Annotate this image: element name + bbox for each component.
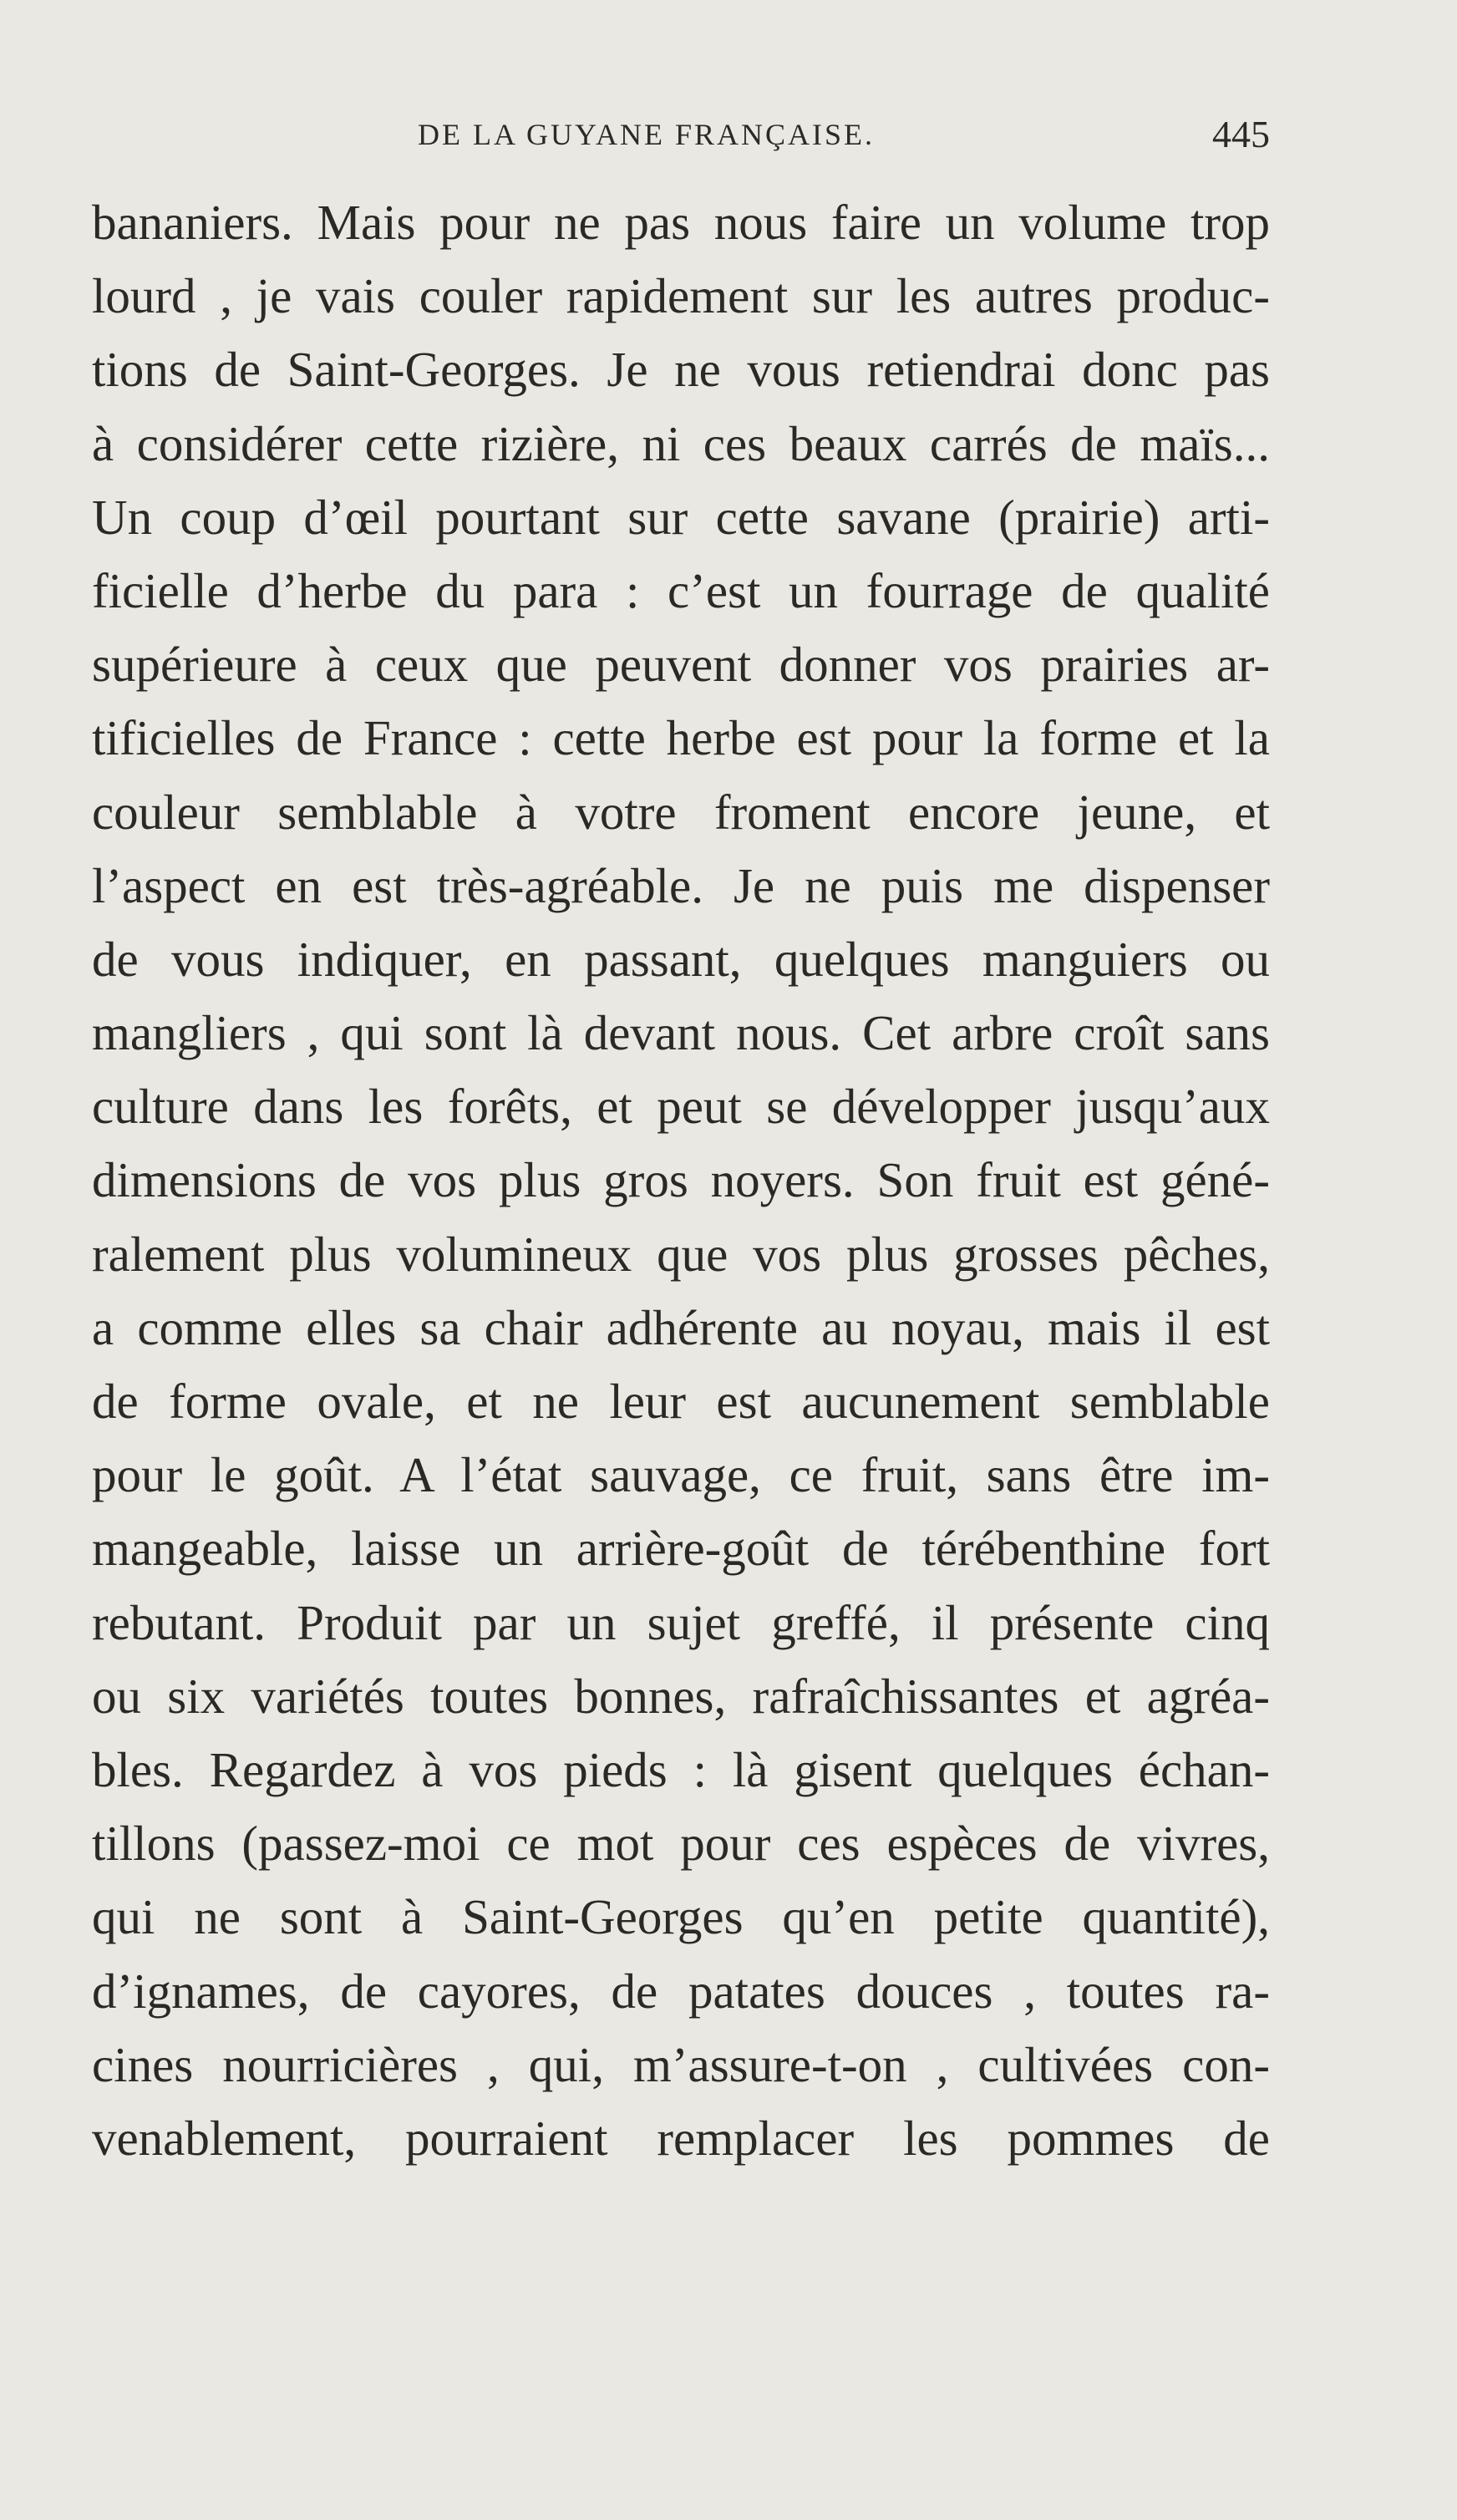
- text-line: venablement, pourraient remplacer les pommes de: [92, 2110, 1270, 2166]
- text-line: supérieure à ceux que peuvent donner vos prairies ar-: [92, 637, 1270, 693]
- text-line: de forme ovale, et ne leur est aucunement semblable: [92, 1374, 1270, 1429]
- body-text: [92, 185, 1270, 2175]
- text-line: rebutant. Produit par un sujet greffé, il présente cinq: [92, 1594, 1270, 1650]
- text-line: Un coup d’œil pourtant sur cette savane (prairie) arti-: [92, 489, 1270, 545]
- text-line: culture dans les forêts, et peut se développer jusqu’aux: [92, 1079, 1270, 1135]
- text-line: ralement plus volumineux que vos plus grosses pêches,: [92, 1226, 1270, 1282]
- text-line: tillons (passez-moi ce mot pour ces espèces de vivres,: [92, 1816, 1270, 1872]
- text-line: cines nourricières , qui, m’assure-t-on , cultivées con-: [92, 2036, 1270, 2092]
- text-line: de vous indiquer, en passant, quelques manguiers ou: [92, 931, 1270, 987]
- text-line: bles. Regardez à vos pieds : là gisent quelques échan-: [92, 1741, 1270, 1797]
- text-line: bananiers. Mais pour ne pas nous faire un volume trop: [92, 195, 1270, 250]
- page-number: 445: [1212, 113, 1270, 155]
- text-line: mangliers , qui sont là devant nous. Cet arbre croît sans: [92, 1005, 1270, 1061]
- text-line: mangeable, laisse un arrière-goût de térébenthine fort: [92, 1521, 1270, 1577]
- text-line: à considérer cette rizière, ni ces beaux carrés de maïs...: [92, 415, 1270, 471]
- text-line: couleur semblable à votre froment encore jeune, et: [92, 784, 1270, 840]
- text-line: l’aspect en est très-agréable. Je ne puis me dispenser: [92, 857, 1270, 913]
- text-line: pour le goût. A l’état sauvage, ce fruit, sans être im-: [92, 1447, 1270, 1503]
- text-line: qui ne sont à Saint-Georges qu’en petite quantité),: [92, 1889, 1270, 1945]
- text-line: tificielles de France : cette herbe est pour la forme et la: [92, 710, 1270, 766]
- text-line: ou six variétés toutes bonnes, rafraîchissantes et agréa-: [92, 1668, 1270, 1724]
- text-line: dimensions de vos plus gros noyers. Son fruit est géné-: [92, 1152, 1270, 1208]
- text-line: tions de Saint-Georges. Je ne vous retiendrai donc pas: [92, 342, 1270, 398]
- text-line: d’ignames, de cayores, de patates douces , toutes ra-: [92, 1963, 1270, 2019]
- running-head: DE LA GUYANE FRANÇAISE.: [418, 118, 876, 151]
- page-header: [92, 113, 1270, 167]
- text-line: lourd , je vais couler rapidement sur les autres produc-: [92, 268, 1270, 324]
- text-line: a comme elles sa chair adhérente au noyau, mais il est: [92, 1299, 1270, 1355]
- text-line: ficielle d’herbe du para : c’est un fourrage de qualité: [92, 562, 1270, 618]
